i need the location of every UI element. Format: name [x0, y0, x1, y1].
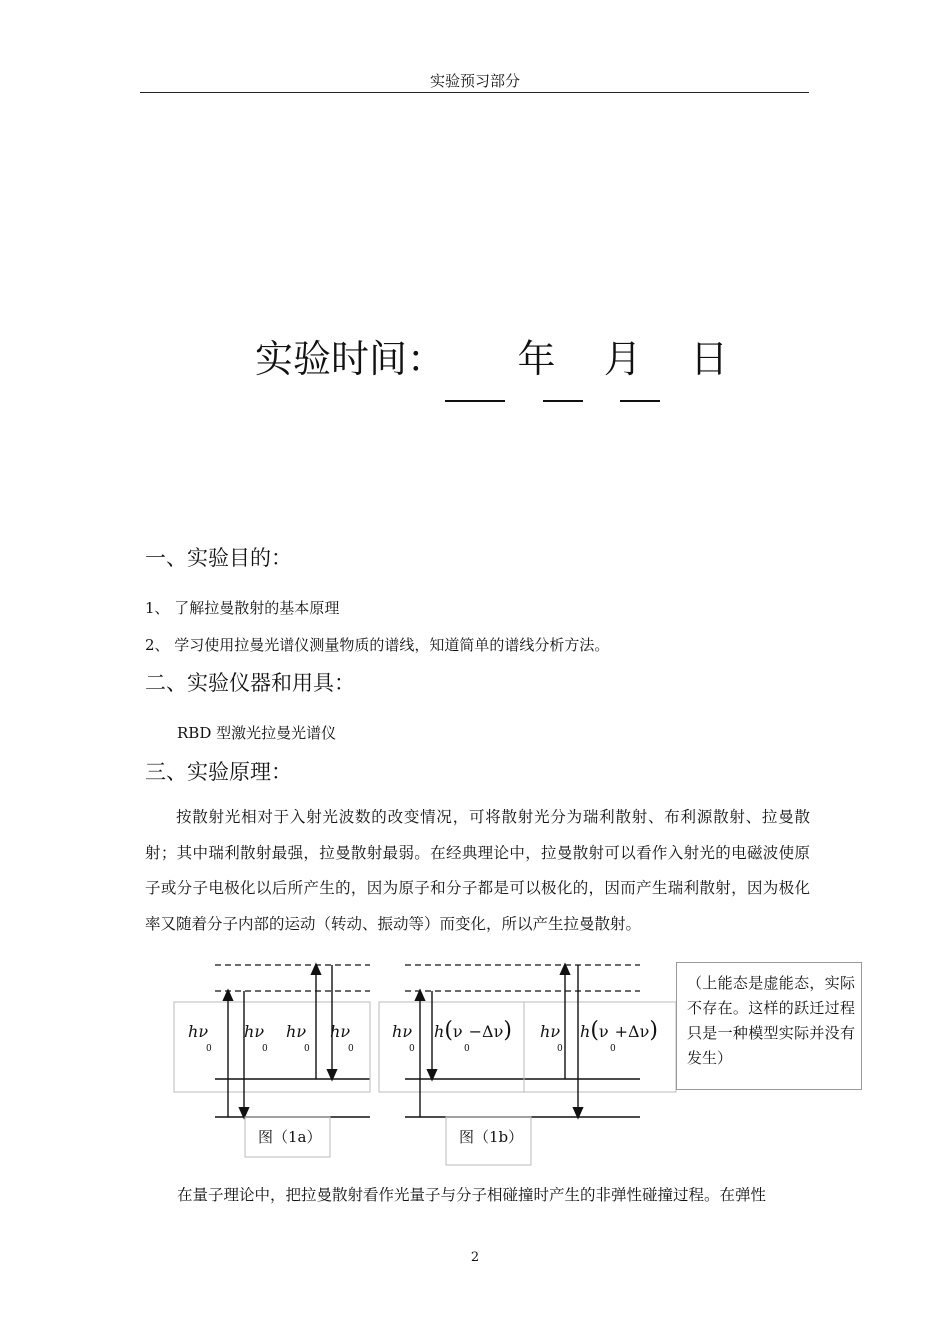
label-sub0-8: 0 — [610, 1044, 616, 1054]
label-sub0-3: 0 — [304, 1044, 310, 1054]
label-stokes: h(ν −Δν) — [434, 1018, 512, 1043]
label-sub0-7: 0 — [557, 1044, 563, 1054]
purpose-item-1: 1、 了解拉曼散射的基本原理 — [145, 599, 340, 617]
label-sub0-4: 0 — [348, 1044, 354, 1054]
page-number: 2 — [470, 1250, 480, 1265]
figure-1b-levels — [379, 965, 676, 1117]
section-title-instruments: 二、实验仪器和用具： — [145, 671, 355, 695]
label-h-nu0-1: hν — [188, 1022, 209, 1041]
label-sub0-6: 0 — [464, 1044, 470, 1054]
figure-1a-arrows — [228, 965, 332, 1117]
label-anti-stokes: h(ν +Δν) — [580, 1018, 658, 1043]
running-header: 实验预习部分 — [429, 72, 520, 90]
figure-note-box: （上能态是虚能态，实际不存在。这样的跃迁过程只是一种模型实际并没有发生） — [676, 962, 862, 1090]
section-title-principle: 三、实验原理： — [145, 760, 292, 784]
experiment-time-line: 实验时间： 年 月 日 — [255, 337, 729, 381]
label-h-nu0-4: hν — [330, 1022, 351, 1041]
label-h-nu0-5: hν — [392, 1022, 413, 1041]
figure-1a-levels — [174, 965, 370, 1117]
instrument-item: RBD 型激光拉曼光谱仪 — [177, 724, 337, 742]
section-title-purpose: 一、实验目的： — [145, 546, 292, 570]
label-h-nu0-2: hν — [244, 1022, 265, 1041]
year-blank — [445, 400, 505, 402]
label-sub0-5: 0 — [409, 1044, 415, 1054]
label-h-nu0-6: hν — [540, 1022, 561, 1041]
purpose-item-2: 2、 学习使用拉曼光谱仪测量物质的谱线，知道简单的谱线分析方法。 — [145, 636, 610, 654]
quantum-paragraph: 在量子理论中，把拉曼散射看作光量子与分子相碰撞时产生的非弹性碰撞过程。在弹性 — [177, 1186, 767, 1204]
day-blank — [620, 400, 660, 402]
header-rule — [140, 92, 809, 93]
month-blank — [543, 400, 583, 402]
label-h-nu0-3: hν — [286, 1022, 307, 1041]
label-sub0-1: 0 — [206, 1044, 212, 1054]
figure-caption-1a: 图（1a） — [258, 1128, 322, 1146]
figure-caption-1b: 图（1b） — [459, 1128, 524, 1146]
principle-paragraph: 按散射光相对于入射光波数的改变情况，可将散射光分为瑞利散射、布利源散射、拉曼散射；其中瑞利散射最强，拉曼散射最弱。在经典理论中，拉曼散射可以看作入射光的电磁波使原子或分子电极化以后所产生的，因为原子和分子都是可以极化的，因而产生瑞利散射，因为极化率又随着分子内部的运动（转动、振动等）而变化，所以产生拉曼散射。 — [145, 808, 810, 933]
label-sub0-2: 0 — [262, 1044, 268, 1054]
